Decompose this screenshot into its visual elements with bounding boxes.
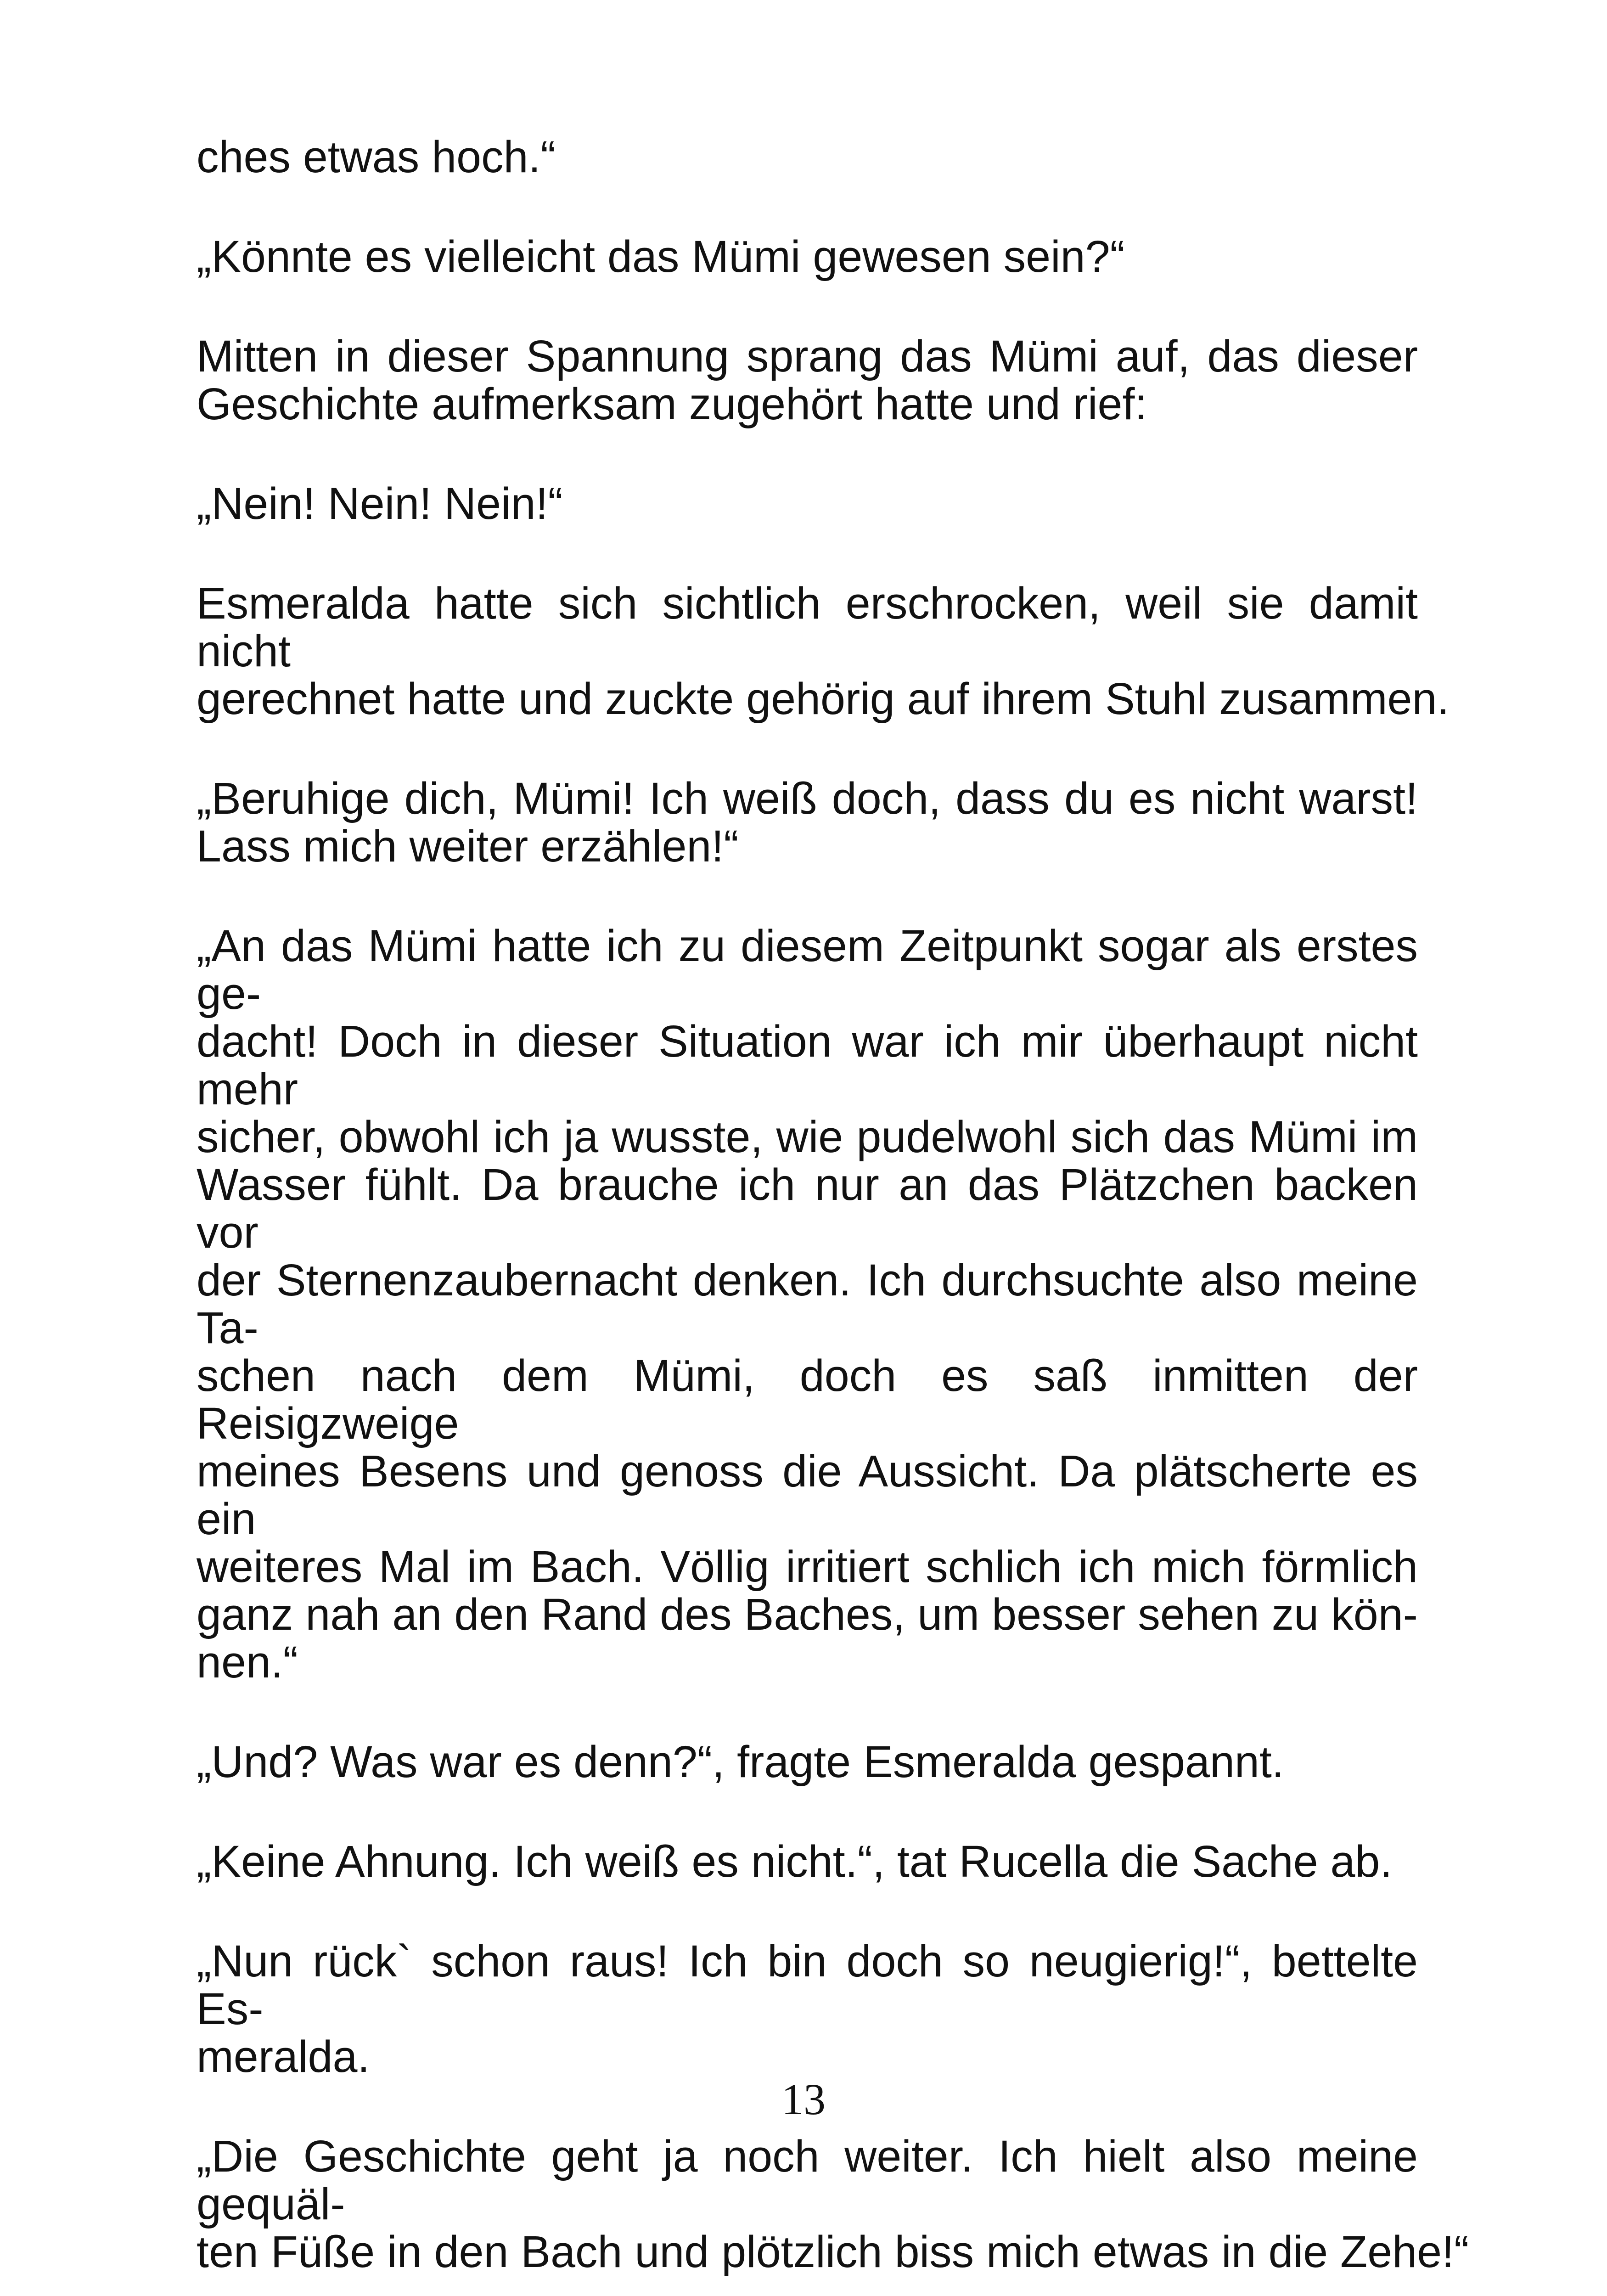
text-line: „Nein! Nein! Nein!“	[197, 478, 563, 529]
text-line: nen.“	[197, 1637, 298, 1687]
paragraph	[197, 233, 1418, 281]
paragraph	[197, 1838, 1418, 1885]
text-line: Esmeralda hatte sich sichtlich erschrocken, weil sie damit nicht	[197, 578, 1418, 676]
text-line: Geschichte aufmerksam zugehört hatte und rief:	[197, 379, 1147, 429]
text-line: „Nun rück` schon raus! Ich bin doch so neugierig!“, bettelte Es-	[197, 1936, 1418, 2034]
paragraph	[197, 578, 1450, 724]
text-line: „Keine Ahnung. Ich weiß es nicht.“, tat Rucella die Sache ab.	[197, 1836, 1393, 1886]
text-line: „An das Mümi hatte ich zu diesem Zeitpunkt sogar als erstes ge-	[197, 921, 1418, 1019]
text-line: „Und? Was war es denn?“, fragte Esmeralda gespannt.	[197, 1737, 1284, 1787]
text-line: Mitten in dieser Spannung sprang das Mümi auf, das dieser	[197, 331, 1418, 381]
page-number: 13	[781, 2075, 826, 2124]
text-line: „Die Geschichte geht ja noch weiter. Ich hielt also meine gequäl-	[197, 2131, 1418, 2229]
text-line: ten Füße in den Bach und plötzlich biss mich etwas in die Zehe!“	[197, 2227, 1469, 2277]
text-line: meines Besens und genoss die Aussicht. Da plätscherte es ein	[197, 1446, 1418, 1544]
text-line: dacht! Doch in dieser Situation war ich mir überhaupt nicht mehr	[197, 1016, 1418, 1114]
paragraph	[197, 2131, 1469, 2277]
paragraph	[197, 332, 1418, 428]
paragraph	[197, 775, 1418, 870]
paragraph	[197, 480, 1418, 528]
paragraph	[197, 1738, 1418, 1786]
page-body	[197, 132, 1469, 2296]
text-line: ganz nah an den Rand des Baches, um besser sehen zu kön-	[197, 1589, 1418, 1639]
paragraph	[197, 922, 1418, 1686]
text-line: schen nach dem Mümi, doch es saß inmitten der Reisigzweige	[197, 1351, 1418, 1448]
text-line: meralda.	[197, 2032, 370, 2082]
text-line: „Beruhige dich, Mümi! Ich weiß doch, dass du es nicht warst!	[197, 773, 1418, 823]
text-line: weiteres Mal im Bach. Völlig irritiert schlich ich mich förmlich	[197, 1542, 1418, 1592]
text-line: der Sternenzaubernacht denken. Ich durchsuchte also meine Ta-	[197, 1255, 1418, 1353]
text-line: ches etwas hoch.“	[197, 132, 556, 182]
text-line: gerechnet hatte und zuckte gehörig auf ihrem Stuhl zusammen.	[197, 674, 1450, 724]
paragraph	[197, 1937, 1418, 2081]
text-line: Lass mich weiter erzählen!“	[197, 821, 739, 871]
text-line: „Könnte es vielleicht das Mümi gewesen sein?“	[197, 231, 1125, 281]
text-line: Wasser fühlt. Da brauche ich nur an das Plätzchen backen vor	[197, 1159, 1418, 1257]
text-line: sicher, obwohl ich ja wusste, wie pudelwohl sich das Mümi im	[197, 1112, 1418, 1162]
paragraph	[197, 133, 1418, 181]
